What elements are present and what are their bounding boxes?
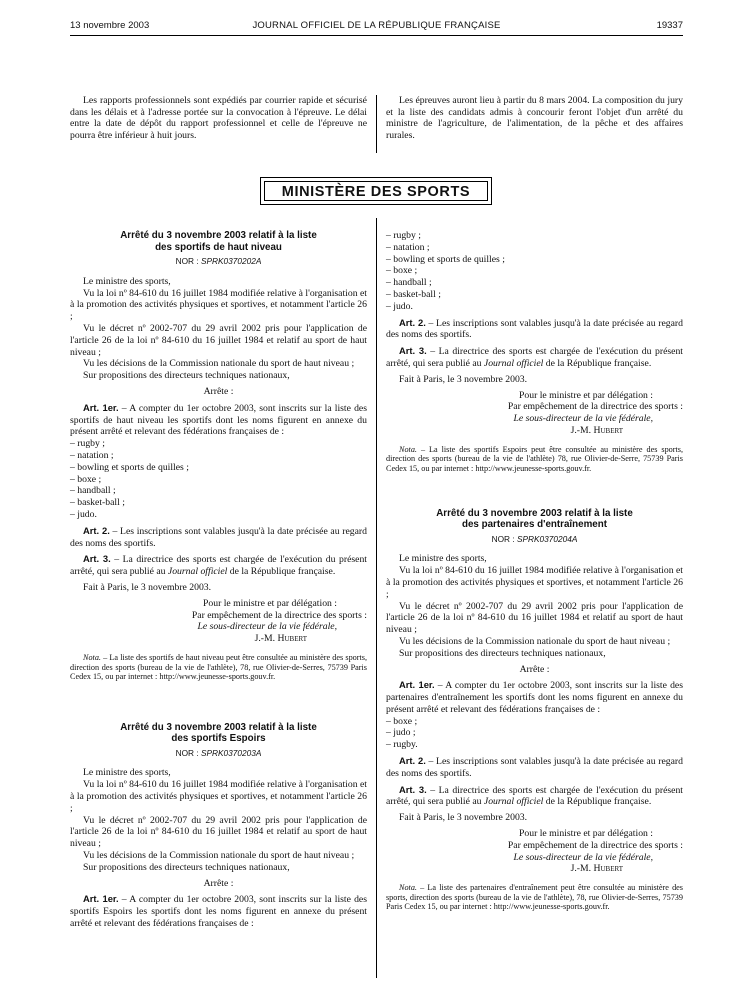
article-1: Art. 1er. – A compter du 1er octobre 2003, sont inscrits sur la liste des sportifs Espoirs les sportifs dont les noms figurent en annexe du présent arrêté et relevant des fédérations françaises de : xyxy=(70,893,367,930)
article-3: Art. 3. – La directrice des sports est chargée de l'exécution du présent arrêté, qui sera publié au Journal officiel de la République française. xyxy=(386,345,683,369)
nota: Nota. – La liste des sportifs Espoirs peut être consultée au ministère des sports, direction des sports (bureau de la vie de l'athlète) 78, rue Olivier-de-Serre, 75739 Paris Cedex 15, ou par internet : http://www.jeunesse-sports.gouv.fr. xyxy=(386,444,683,473)
vu-decret: Vu le décret nº 2002-707 du 29 avril 2002 pris pour l'application de l'article 26 de la loi nº 84-610 du 16 juillet 1984 et relatif au sport de haut niveau ; xyxy=(70,322,367,358)
vu-loi: Vu la loi nº 84-610 du 16 juillet 1984 modifiée relative à l'organisation et à la promotion des activités physiques et sportives, et notamment l'article 26 ; xyxy=(386,565,683,600)
nota: Nota. – La liste des partenaires d'entraînement peut être consultée au ministère des sports, direction des sports (bureau de la vie de l'athlète), 78, rue Olivier-de-Serres, 75739 Paris Cedex 15, ou par internet : http://www.jeunesse-sports.gouv.fr. xyxy=(386,883,683,912)
article-3: Art. 3. – La directrice des sports est chargée de l'exécution du présent arrêté, qui sera publié au Journal officiel de la République française. xyxy=(70,553,367,578)
header-rule xyxy=(70,35,683,36)
vu-loi: Vu la loi nº 84-610 du 16 juillet 1984 modifiée relative à l'organisation et à la promotion des activités physiques et sportives, et notamment l'article 26 ; xyxy=(70,779,367,814)
list-item: – boxe ; xyxy=(70,473,102,485)
arrete-title: Arrêté du 3 novembre 2003 relatif à la liste des sportifs de haut niveau xyxy=(120,230,317,253)
arrete-partenaires xyxy=(386,508,683,913)
right-column xyxy=(386,230,683,912)
list-item: – basket-ball ; xyxy=(70,497,125,509)
arrete-word: Arrête : xyxy=(203,385,234,397)
list-item: – bowling et sports de quilles ; xyxy=(386,253,505,265)
vu-decisions: Vu les décisions de la Commission nationale du sport de haut niveau ; xyxy=(83,358,355,370)
fait-a-paris: Fait à Paris, le 3 novembre 2003. xyxy=(399,373,528,385)
federation-list xyxy=(386,716,683,751)
sur-propositions: Sur propositions des directeurs techniques nationaux, xyxy=(83,370,290,382)
list-item: – judo ; xyxy=(386,727,416,739)
article-2: Art. 2. – Les inscriptions sont valables jusqu'à la date précisée au regard des noms des sportifs. xyxy=(70,524,367,549)
list-item: – boxe ; xyxy=(386,265,418,277)
arrete-word: Arrête : xyxy=(519,663,550,675)
header-date: 13 novembre 2003 xyxy=(70,20,150,31)
list-item: – handball ; xyxy=(386,277,432,289)
article-3: Art. 3. – La directrice des sports est chargée de l'exécution du présent arrêté, qui sera publié au Journal officiel de la République française. xyxy=(386,783,683,808)
vu-decisions: Vu les décisions de la Commission nationale du sport de haut niveau ; xyxy=(83,850,355,862)
article-2: Art. 2. – Les inscriptions sont valables jusqu'à la date précisée au regard des noms des sportifs. xyxy=(386,755,683,779)
signature-block: Pour le ministre et par délégation : Par empêchement de la directrice des sports : Le sous-directeur de la vie fédérale, J.-M. Hubert xyxy=(507,389,683,436)
signature-block: Pour le ministre et par délégation : Par empêchement de la directrice des sports : Le sous-directeur de la vie fédérale, J.-M. Hubert xyxy=(507,828,683,875)
ministry-heading-box xyxy=(260,177,492,205)
arrete-word: Arrête : xyxy=(203,877,234,889)
header-journal-title: JOURNAL OFFICIEL DE LA RÉPUBLIQUE FRANÇAISE xyxy=(252,20,501,31)
fait-a-paris: Fait à Paris, le 3 novembre 2003. xyxy=(399,812,528,824)
nor-reference: NOR : SPRK0370203A xyxy=(175,747,262,758)
list-item: – handball ; xyxy=(70,485,116,497)
arrete-espoirs-continued xyxy=(386,230,683,474)
page-header xyxy=(70,20,683,34)
vu-decret: Vu le décret nº 2002-707 du 29 avril 2002 pris pour l'application de l'article 26 de la loi nº 84-610 du 16 juillet 1984 et relatif au sport de haut niveau ; xyxy=(386,600,683,636)
left-column xyxy=(70,230,367,930)
nota: Nota. – La liste des sportifs de haut niveau peut être consultée au ministère des sports, direction des sports (bureau de la vie de l'athlète), 78, rue Olivier-de-Serres, 75739 Paris Cedex 15, ou par internet : http://www.jeunesse-sports.gouv.fr. xyxy=(70,652,367,682)
arrete-haut-niveau xyxy=(70,230,367,682)
arrete-title: Arrêté du 3 novembre 2003 relatif à la liste des partenaires d'entraînement xyxy=(436,507,633,531)
fait-a-paris: Fait à Paris, le 3 novembre 2003. xyxy=(83,581,212,593)
top-right-paragraph: Les épreuves auront lieu à partir du 8 mars 2004. La composition du jury et la liste des candidats admis à concourir feront l'objet d'un arrêté du ministre de l'agriculture, de l'alimentation, de la pêche et des affaires rurales. xyxy=(386,95,683,141)
ministry-heading: MINISTÈRE DES SPORTS xyxy=(264,181,488,201)
article-2: Art. 2. – Les inscriptions sont valables jusqu'à la date précisée au regard des noms des sportifs. xyxy=(386,316,683,341)
list-item: – natation ; xyxy=(70,449,114,461)
header-page-number: 19337 xyxy=(656,20,683,31)
list-item: – rugby. xyxy=(386,739,418,751)
list-item: – rugby ; xyxy=(70,438,105,450)
nor-reference: NOR : SPRK0370204A xyxy=(491,533,578,544)
list-item: – basket-ball ; xyxy=(386,288,441,300)
sur-propositions: Sur propositions des directeurs techniques nationaux, xyxy=(399,647,606,659)
arrete-espoirs xyxy=(70,722,367,930)
list-item: – rugby ; xyxy=(386,230,421,241)
list-item: – judo. xyxy=(386,300,413,312)
article-1: Art. 1er. – A compter du 1er octobre 2003, sont inscrits sur la liste des sportifs de haut niveau les sportifs dont les noms figurent en annexe du présent arrêté et relevant des fédérations françaises de : xyxy=(70,401,367,438)
minister-line: Le ministre des sports, xyxy=(399,553,487,565)
sur-propositions: Sur propositions des directeurs techniques nationaux, xyxy=(83,861,290,873)
vu-decisions: Vu les décisions de la Commission nationale du sport de haut niveau ; xyxy=(399,635,671,647)
top-left-paragraph: Les rapports professionnels sont expédiés par courrier rapide et sécurisé dans les délais et à l'adresse portée sur la convocation à l'épreuve. Le délai entre la date de dépôt du rapport professionnel et celle de l'épreuve ne pourra être inférieur à huit jours. xyxy=(70,95,367,141)
minister-line: Le ministre des sports, xyxy=(83,275,171,287)
list-item: – bowling et sports de quilles ; xyxy=(70,461,189,473)
vu-loi: Vu la loi nº 84-610 du 16 juillet 1984 modifiée relative à l'organisation et à la promotion des activités physiques et sportives, et notamment l'article 26 ; xyxy=(70,287,367,323)
federation-list xyxy=(70,438,367,521)
article-1: Art. 1er. – A compter du 1er octobre 2003, sont inscrits sur la liste des partenaires d'entraînement les sportifs dont les noms figurent en annexe du présent arrêté et relevant des fédérations françaises de : xyxy=(386,679,683,715)
arrete-title: Arrêté du 3 novembre 2003 relatif à la liste des sportifs Espoirs xyxy=(120,721,317,745)
list-item: – judo. xyxy=(70,508,97,520)
column-separator-top xyxy=(376,95,377,153)
list-item: – natation ; xyxy=(386,241,430,253)
minister-line: Le ministre des sports, xyxy=(83,767,171,779)
vu-decret: Vu le décret nº 2002-707 du 29 avril 2002 pris pour l'application de l'article 26 de la loi nº 84-610 du 16 juillet 1984 et relatif au sport de haut niveau ; xyxy=(70,814,367,850)
list-item: – boxe ; xyxy=(386,715,418,727)
federation-list xyxy=(386,230,683,313)
signature-block: Pour le ministre et par délégation : Par empêchement de la directrice des sports : Le sous-directeur de la vie fédérale, J.-M. Hubert xyxy=(191,597,367,645)
nor-reference: NOR : SPRK0370202A xyxy=(175,256,262,266)
column-separator-main xyxy=(376,218,377,978)
